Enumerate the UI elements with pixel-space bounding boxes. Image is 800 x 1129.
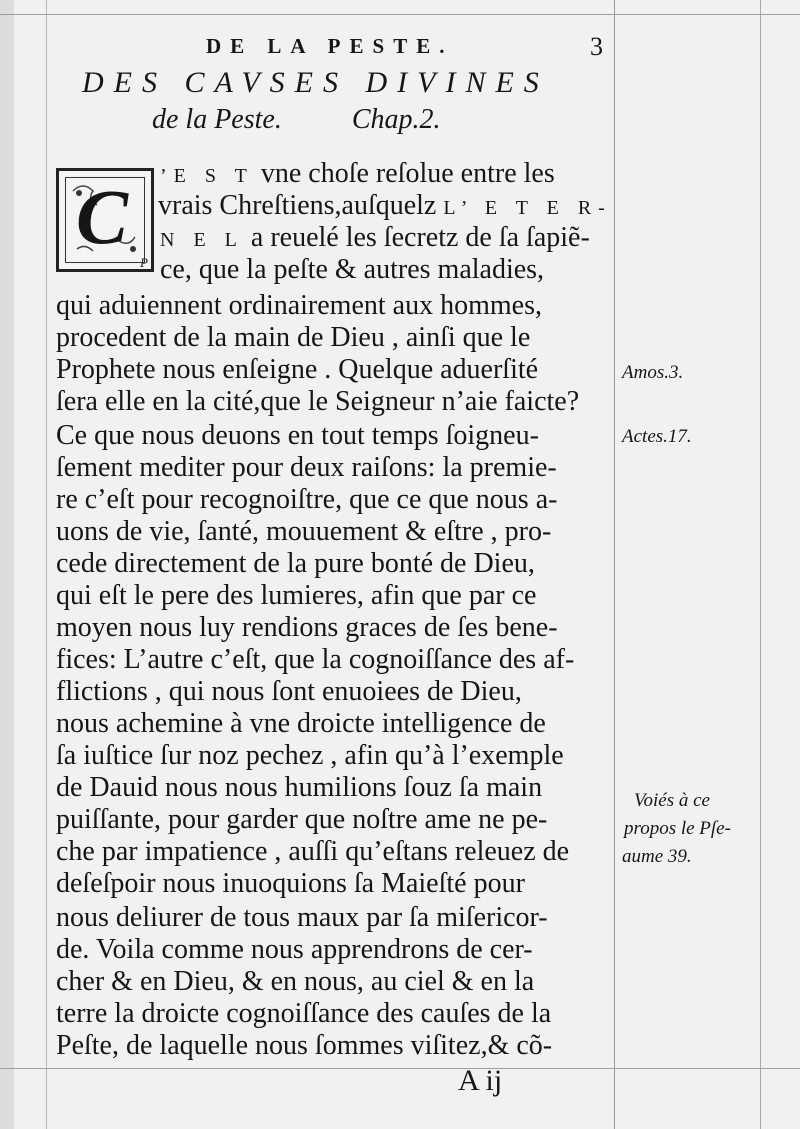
bottom-frame-rule (0, 1068, 800, 1069)
text-line (56, 612, 558, 646)
chapter-title: DES CAVSES DIVINES (82, 66, 549, 99)
text-line (56, 354, 538, 388)
text-line (160, 222, 590, 256)
text-line (56, 772, 542, 806)
text-line (56, 868, 525, 902)
text-run: deſeſpoir nous inuoquions ſa Maieſté pour (56, 868, 525, 899)
small-caps-run: ’E S T (160, 165, 254, 187)
text-line (56, 322, 530, 356)
text-run: vrais Chreſtiens,auſquelz (158, 190, 444, 221)
text-line (56, 290, 542, 324)
text-line (56, 836, 569, 870)
text-run: nous achemine à vne droicte intelligence de (56, 708, 546, 739)
left-frame-rule (46, 0, 47, 1129)
text-line (56, 708, 546, 742)
text-line (56, 934, 533, 968)
text-run: cher & en Dieu, & en nous, au ciel & en la (56, 966, 535, 997)
text-run: procedent de la main de Dieu , ainſi que le (56, 322, 531, 353)
page-gutter-shadow (0, 0, 14, 1129)
text-line (56, 548, 535, 582)
text-line (160, 254, 544, 288)
text-line (56, 1030, 552, 1064)
text-run: ſa iuſtice ſur noz pechez , afin qu’à l’exemple (56, 740, 564, 771)
text-run: Peſte, de laquelle nous ſommes viſitez,& cõ- (56, 1030, 553, 1061)
text-block-rule (614, 0, 615, 1129)
drop-cap-mark: P (140, 255, 148, 270)
text-line (158, 190, 612, 224)
text-line (56, 452, 557, 486)
text-run: Ce que nous deuons en tout temps ſoigneu- (56, 420, 539, 451)
text-run: de Dauid nous nous humilions ſouz ſa main (56, 772, 543, 803)
text-line (160, 158, 555, 192)
text-run: cede directement de la pure bonté de Dieu, (56, 548, 535, 579)
text-run: terre la droicte cognoiſſance des cauſes de la (56, 998, 552, 1029)
text-run: qui aduiennent ordinairement aux hommes, (56, 290, 542, 321)
text-line (56, 740, 564, 774)
margin-note-voies: Voiés à ce (634, 790, 710, 811)
text-run: che par impatience , auſſi qu’eſtans releuez de (56, 836, 570, 867)
margin-note-propos: propos le Pſe- (624, 818, 731, 839)
text-run: puiſſante, pour garder que noſtre ame ne pe- (56, 804, 548, 835)
text-run: re c’eſt pour recognoiſtre, que ce que nous a- (56, 484, 558, 515)
margin-note-amos: Amos.3. (622, 362, 684, 383)
text-line (56, 902, 548, 936)
text-run: uons de vie, ſanté, mouuement & eſtre , pro- (56, 516, 552, 547)
text-line (56, 484, 557, 518)
outer-frame-rule (760, 0, 761, 1129)
signature-mark: A ij (458, 1064, 503, 1097)
text-run: moyen nous luy rendions graces de ſes bene- (56, 612, 558, 643)
text-run: a reuelé les ſecretz de ſa ſapiẽ- (243, 222, 590, 253)
small-caps-run: L’ E T E R- (443, 197, 612, 219)
margin-note-psaume: aume 39. (622, 846, 692, 867)
text-run: ſement mediter pour deux raiſons: la premie- (56, 452, 557, 483)
text-line (56, 676, 522, 710)
text-line (56, 966, 534, 1000)
text-run: de. Voila comme nous apprendrons de cer- (56, 934, 533, 965)
text-run: flictions , qui nous ſont enuoiees de Dieu, (56, 676, 522, 707)
text-run: ſera elle en la cité,que le Seigneur n’aie faicte? (56, 386, 580, 417)
text-run: nous deliurer de tous maux par ſa miſericor- (56, 902, 548, 933)
text-line (56, 644, 574, 678)
text-line (56, 516, 551, 550)
running-head: DE LA PESTE. (206, 34, 454, 58)
small-caps-run: N E L (160, 229, 244, 251)
text-line (56, 580, 536, 614)
text-line (56, 420, 539, 454)
text-line (56, 804, 547, 838)
chapter-subtitle: de la Peste. Chap.2. (152, 104, 441, 135)
top-frame-rule (0, 14, 800, 15)
margin-note-actes: Actes.17. (622, 426, 692, 447)
text-run: qui eſt le pere des lumieres, afin que par ce (56, 580, 537, 611)
text-run: ce, que la peſte & autres maladies, (160, 254, 545, 285)
text-line (56, 998, 551, 1032)
decorated-initial (56, 168, 154, 272)
text-run: Prophete nous enſeigne . Quelque aduerſité (56, 354, 539, 385)
drop-cap-letter: C (75, 173, 129, 260)
text-run: fices: L’autre c’eſt, que la cognoiſſance des af- (56, 644, 575, 675)
text-line (56, 386, 579, 420)
text-run: vne choſe reſolue entre les (253, 158, 555, 189)
page-number: 3 (590, 32, 603, 61)
